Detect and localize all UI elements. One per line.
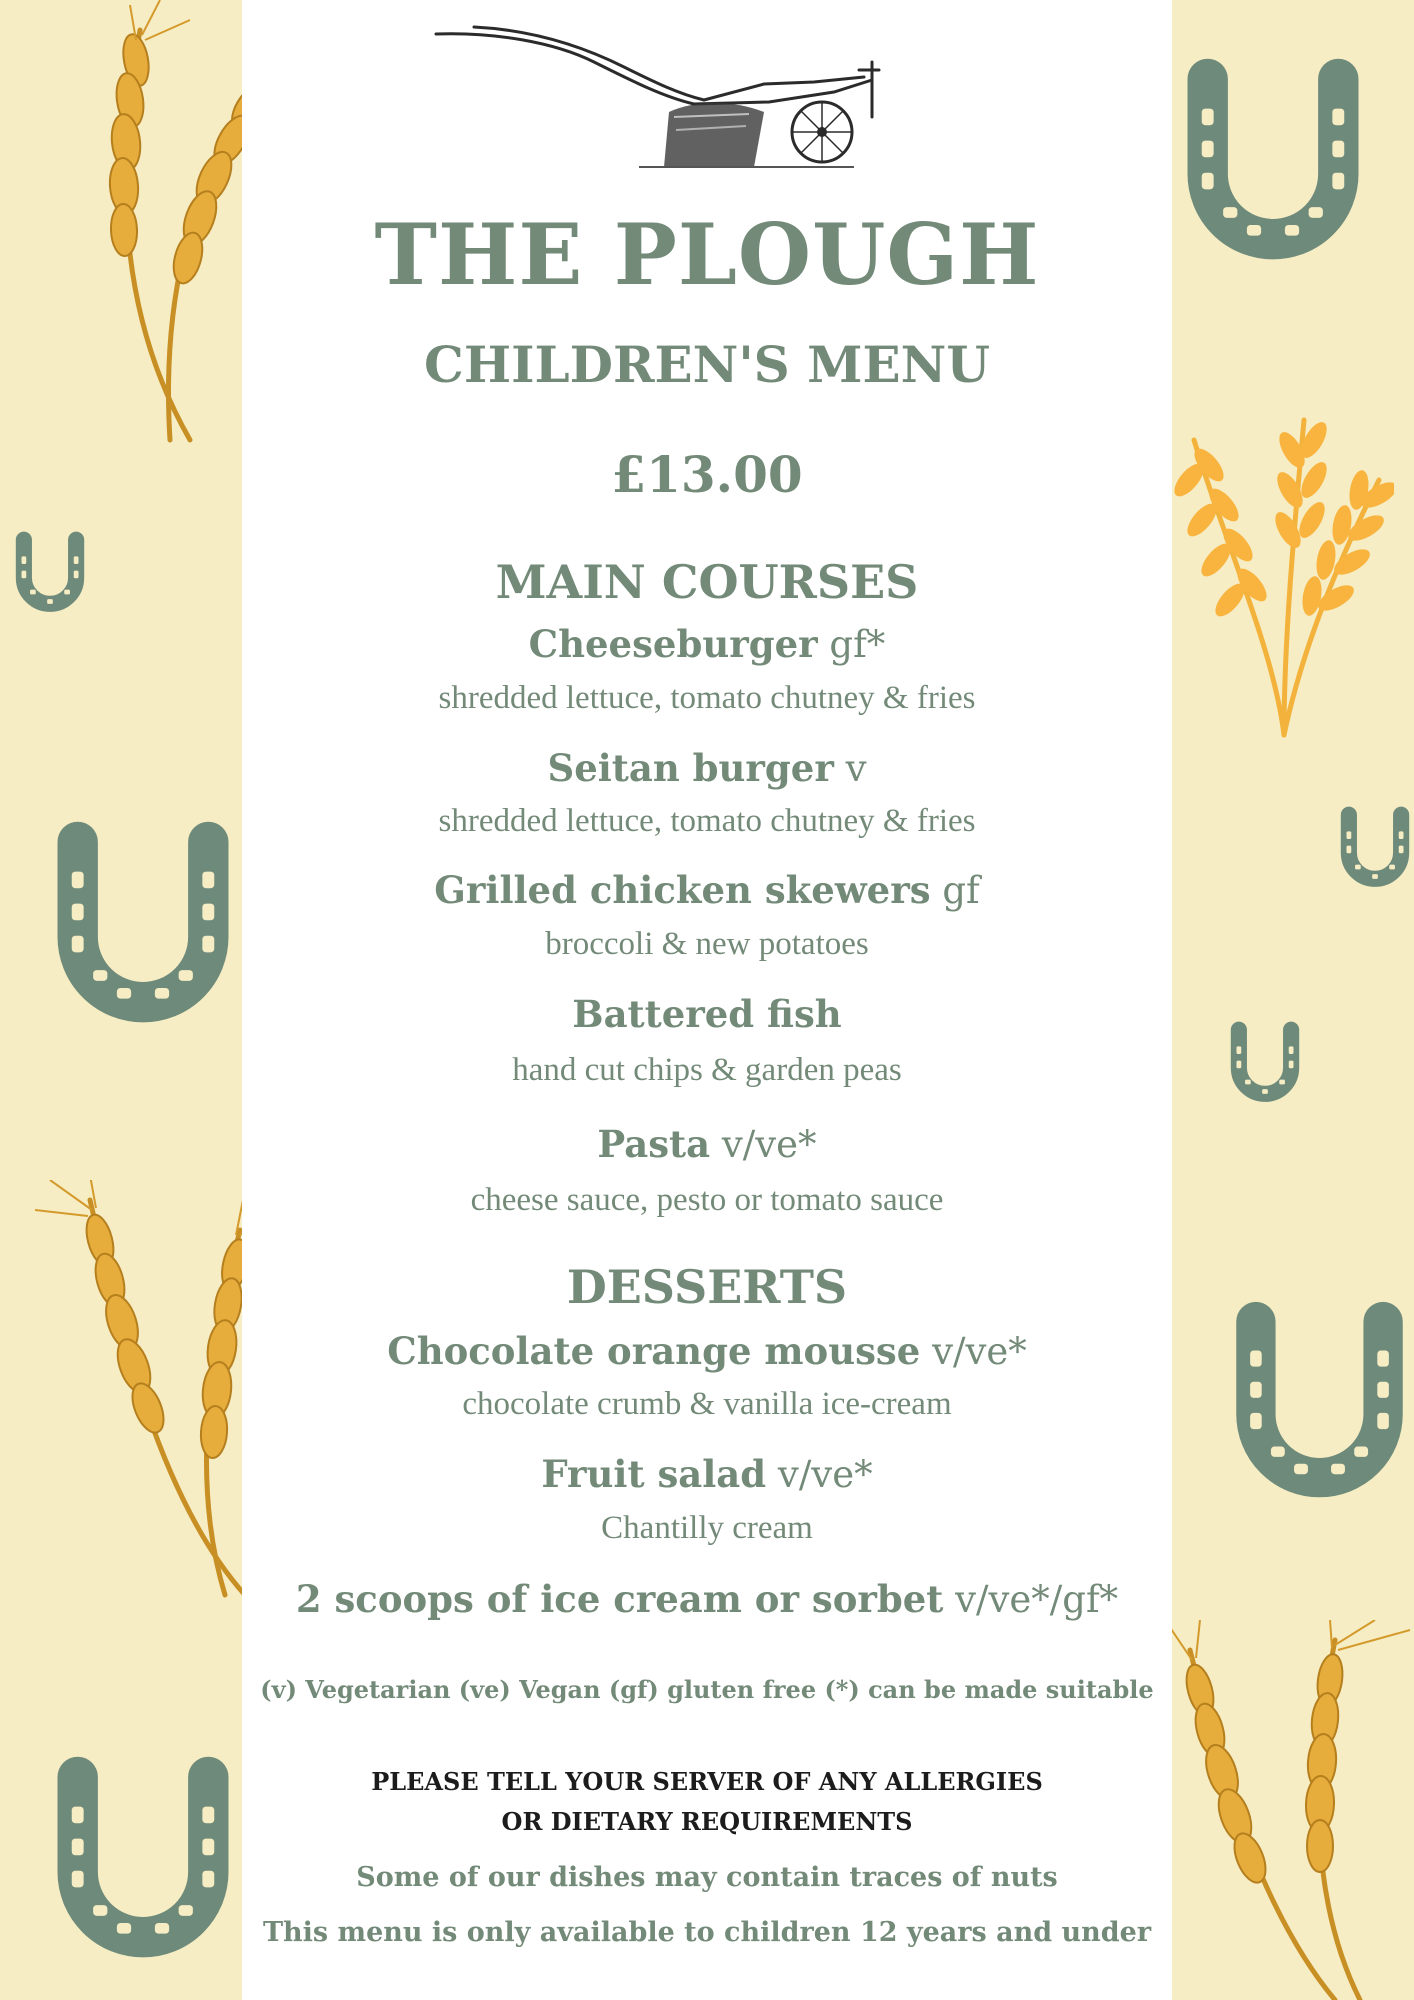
section-heading-desserts: DESSERTS [566, 1260, 848, 1314]
menu-item [242, 746, 1172, 790]
plough-icon [434, 22, 884, 172]
menu-item-description: chocolate crumb & vanilla ice-cream [462, 1386, 952, 1422]
nuts-warning: Some of our dishes may contain traces of nuts [356, 1862, 1058, 1893]
menu-item-name: 2 scoops of ice cream or sorbet [295, 1577, 944, 1621]
menu-item-name: Fruit salad [541, 1452, 767, 1496]
menu-price: £13.00 [611, 445, 803, 504]
menu-item-description: cheese sauce, pesto or tomato sauce [470, 1182, 944, 1218]
menu-item [242, 1329, 1172, 1373]
menu-item [242, 992, 1172, 1036]
right-decor-panel [1172, 0, 1414, 2000]
menu-item [242, 1122, 1172, 1166]
menu-item-name: Seitan burger [547, 746, 834, 790]
horseshoe-icon [1337, 805, 1413, 891]
page-title: THE PLOUGH [374, 205, 1040, 304]
horseshoe-icon [1178, 52, 1368, 272]
menu-item-tags: gf [942, 869, 980, 912]
horseshoe-icon [48, 815, 238, 1035]
wheat-icon [1154, 410, 1394, 740]
menu-item-name: Battered fish [572, 992, 842, 1036]
menu-item-name: Chocolate orange mousse [387, 1329, 921, 1373]
menu-item-name: Pasta [597, 1122, 711, 1166]
menu-item [242, 1577, 1172, 1621]
menu-item [242, 622, 1172, 666]
menu-subtitle: CHILDREN'S MENU [424, 335, 990, 394]
menu-item-tags: v/ve*/gf* [955, 1578, 1119, 1621]
menu-item-description: hand cut chips & garden peas [512, 1052, 902, 1088]
section-heading-main-courses: MAIN COURSES [495, 555, 919, 609]
horseshoe-icon [1227, 1295, 1412, 1510]
horseshoe-icon [12, 530, 88, 616]
horseshoe-icon [48, 1750, 238, 1970]
allergy-notice-line1: PLEASE TELL YOUR SERVER OF ANY ALLERGIES [371, 1767, 1043, 1796]
menu-item-tags: v/ve* [777, 1453, 873, 1496]
horseshoe-icon [1227, 1020, 1303, 1106]
menu-item-tags: gf* [829, 623, 886, 666]
dietary-legend: (v) Vegetarian (ve) Vegan (gf) gluten free (*) can be made suitable [260, 1675, 1154, 1704]
menu-item-tags: v/ve* [721, 1123, 817, 1166]
menu-item-description: Chantilly cream [601, 1510, 813, 1546]
menu-item-description: shredded lettuce, tomato chutney & fries [438, 803, 976, 839]
menu-item-description: shredded lettuce, tomato chutney & fries [438, 680, 976, 716]
wheat-icon [1160, 1620, 1414, 2000]
left-decor-panel [0, 0, 242, 2000]
age-restriction: This menu is only available to children 12 years and under [262, 1917, 1152, 1948]
menu-item [242, 1452, 1172, 1496]
menu-item-tags: v [845, 747, 867, 790]
menu-item-name: Cheeseburger [528, 622, 818, 666]
allergy-notice-line2: OR DIETARY REQUIREMENTS [501, 1807, 913, 1836]
menu-item-description: broccoli & new potatoes [545, 926, 869, 962]
menu-item [242, 868, 1172, 912]
menu-item-tags: v/ve* [932, 1330, 1027, 1373]
menu-item-name: Grilled chicken skewers [434, 868, 931, 912]
menu-content [242, 0, 1172, 2000]
